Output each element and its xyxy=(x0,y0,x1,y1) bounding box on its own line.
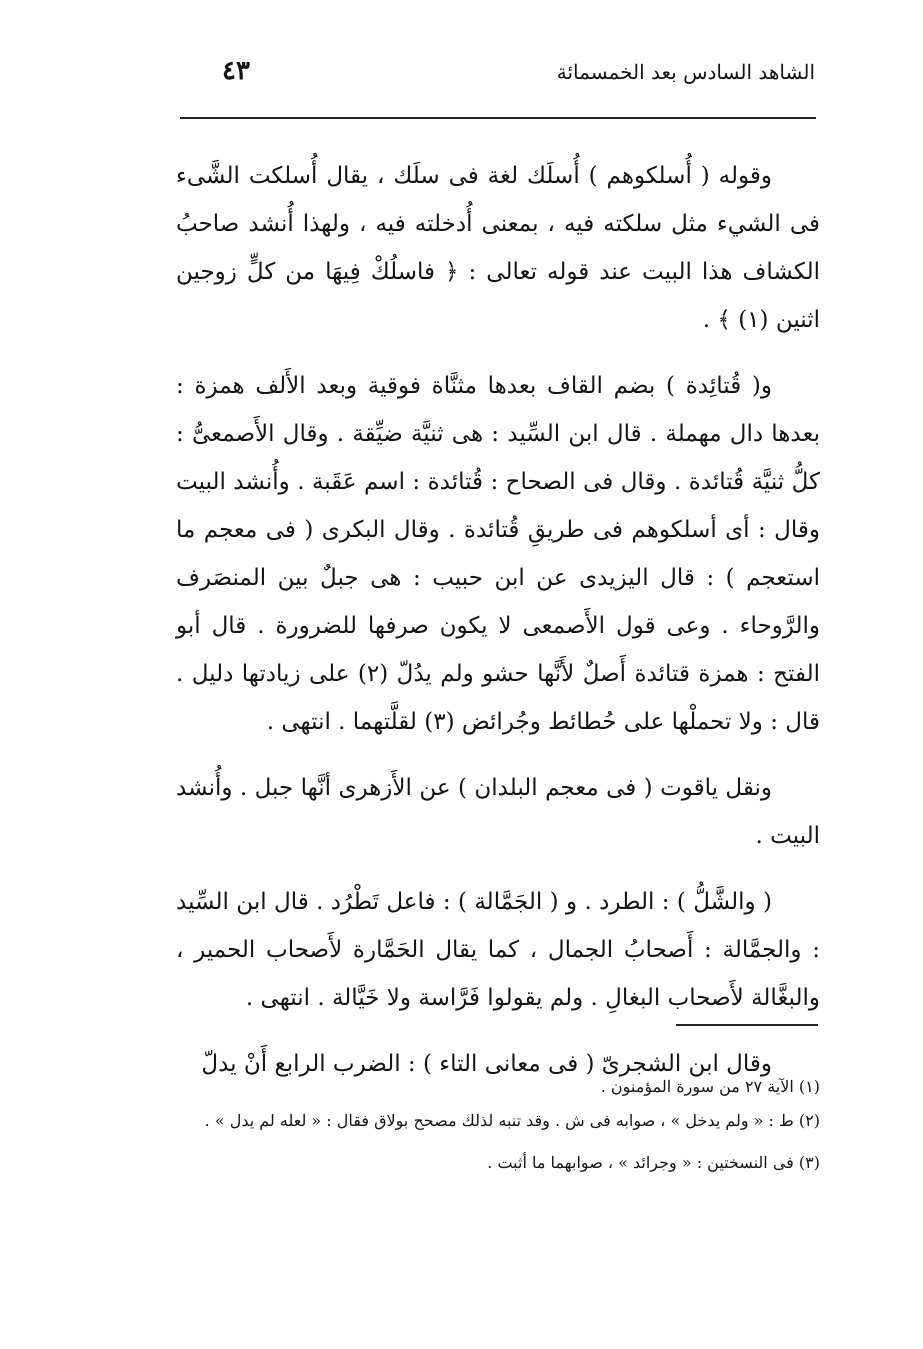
footnote: (١) الآية ٢٧ من سورة المؤمنون . xyxy=(600,1077,820,1096)
body-text xyxy=(176,152,820,1106)
running-title: الشاهد السادس بعد الخمسمائة xyxy=(556,60,815,84)
paragraph: ( والشَّلُّ ) : الطرد . و ( الجَمَّالة ) : فاعل تَطْرُد . قال ابن السِّيد : والجمَّالة : أَصحابُ الجمال ، كما يقال الحَمَّارة لأَصحاب الحمير ، والبغَّالة لأَصحاب البغالِ . ولم يقولوا فَرَّاسة ولا خَيَّالة . انتهى . xyxy=(176,889,820,1011)
footnote: (٢) ط : « ولم يدخل » ، صوابه فى ش . وقد تنبه لذلك مصحح بولاق فقال : « لعله لم يدل » . xyxy=(204,1111,820,1130)
paragraph: وقال ابن الشجرىّ ( فى معانى التاء ) : الضرب الرابع أَنْ يدلّ xyxy=(201,1051,772,1077)
footnotes xyxy=(176,1070,820,1180)
footnote: (٣) فى النسختين : « وجرائد » ، صوابهما ما أثبت . xyxy=(487,1153,820,1172)
paragraph: ونقل ياقوت ( فى معجم البلدان ) عن الأَزهرى أنَّها جبل . وأُنشد البيت . xyxy=(176,775,820,849)
page-number: ٤٣ xyxy=(222,56,250,86)
footnote-rule xyxy=(676,1024,818,1026)
paragraph: وقوله ( أُسلكوهم ) أُسلَك لغة فى سلَك ، يقال أُسلكت الشَّىء فى الشيء مثل سلكته فيه ، بمعنى أُدخلته فيه ، ولهذا أُنشد صاحبُ الكشاف هذا البيت عند قوله تعالى : ﴿ فاسلُكْ فِيهَا من كلٍّ زوجين اثنين (١) ﴾ . xyxy=(176,163,820,333)
header-rule xyxy=(180,117,816,119)
paragraph: و( قُتائِدة ) بضم القاف بعدها مثنَّاة فوقية وبعد الأَلف همزة : بعدها دال مهملة . قال ابن السِّيد : هى ثنيَّة ضيِّقة . وقال الأَصمعىُّ : كلُّ ثنيَّة قُتائدة . وقال فى الصحاح : قُتائدة : اسم عَقَبة . وأُنشد البيت وقال : أى أسلكوهم فى طريقِ قُتائدة . وقال البكرى ( فى معجم ما استعجم ) : قال اليزيدى عن ابن حبيب : هى جبلٌ بين المنصَرف والرَّوحاء . وعى قول الأَصمعى لا يكون صرفها للضرورة . قال أبو الفتح : همزة قتائدة أَصلٌ لأَنَّها حشو ولم يدُلّ (٢) على زيادتها دليل . قال : ولا تحملْها على حُطائط وجُرائض (٣) لقلَّتهما . انتهى . xyxy=(176,373,820,735)
